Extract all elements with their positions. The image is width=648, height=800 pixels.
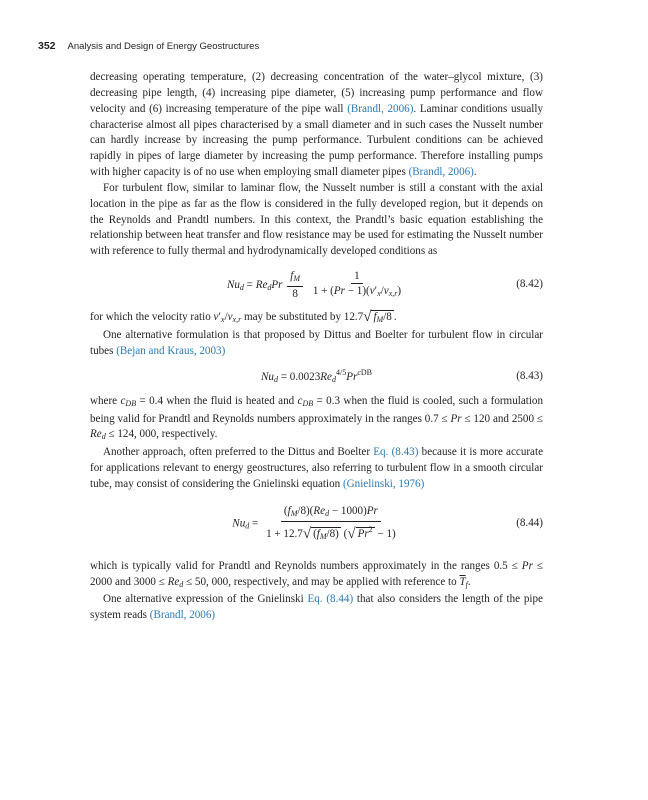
citation-brandl-2006[interactable]: (Brandl, 2006) <box>347 102 414 115</box>
equation-body: $Nu_d$ = $\frac{(f_M/8)(Re_d - 1000)Pr}{1 + 12.7√ (f_M/8) (√ Pr^2 - 1)}$ <box>232 504 396 542</box>
citation-brandl-2006[interactable]: (Brandl, 2006) <box>149 609 216 622</box>
text-run: One alternative expression of the Gnielinski <box>103 593 308 606</box>
paragraph-8 <box>90 592 543 624</box>
paragraph-7: which is typically valid for Prandtl and Reynolds numbers approximately in the ranges 0.5 ≤ Pr ≤ 2000 and $3000 \le Re_d \le 50$, 000, respectively, and may be applied with reference to $\overline{T}_f$. <box>90 559 543 589</box>
text-run: = 0.4 when the fluid is heated and <box>139 394 298 407</box>
text-run: that also considers the length of the pipe system reads <box>90 593 543 622</box>
equation-number: (8.43) <box>516 369 543 382</box>
text-run: . <box>473 166 477 179</box>
equation-8-43 <box>90 360 543 394</box>
paragraph-2: For turbulent flow, similar to laminar flow, the Nusselt number is still a constant with the axial location in the pipe as far as the flow is considered in the fully developed region, but it depends on the Reynolds and Prandtl numbers. In this context, the Prandtl’s basic equation establishing the relationship between heat transfer and flow resistance may be used for estimating the Nusselt number with reference to fully thermal and hydrodynamically developed conditions as <box>90 181 543 258</box>
equation-8-44 <box>90 493 543 555</box>
paragraph-4 <box>90 328 543 360</box>
page-body <box>90 70 543 624</box>
paragraph-6 <box>90 445 543 493</box>
page-number: 352 <box>38 40 56 52</box>
text-run: decreasing operating temperature, (2) decreasing concentration of the water–glycol mixture, (3) decreasing pipe length, (4) increasing pipe diameter, (5) increasing pump performance and flow velocity and (6) increasing temperature of the pipe wall <box>90 71 543 115</box>
equation-body: $Nu_d = Re_dPr$ $\frac{f_M}{8}$ $\frac{1}{1 + (Pr - 1)(v'_x/v_{x,r})}$ <box>226 269 402 300</box>
text-run: which is typically valid for Prandtl and Reynolds numbers approximately in the ranges 0.5 ≤ <box>90 559 522 572</box>
text-run: = 0.3 when the fluid is cooled, such a formulation being valid for Prandtl and Reynolds numbers approximately in the ranges 0.7 ≤ <box>90 394 544 425</box>
citation-bejan-kraus-2003[interactable]: (Bejan and Kraus, 2003) <box>116 344 226 357</box>
running-header <box>38 40 618 54</box>
equation-reference[interactable]: Eq. (8.44) <box>307 593 354 606</box>
equation-reference[interactable]: Eq. (8.43) <box>373 446 419 459</box>
text-run: for which the velocity ratio <box>90 311 214 324</box>
citation-brandl-2006[interactable]: (Brandl, 2006) <box>408 166 474 179</box>
equation-8-42 <box>90 263 543 307</box>
citation-gnielinski-1976[interactable]: (Gnielinski, 1976) <box>342 477 425 490</box>
text-run: Another approach, often preferred to the Dittus and Boelter <box>103 446 374 459</box>
text-run: ≤ 2000 and 3000 ≤ <box>90 559 543 588</box>
text-run: ≤ 120 and 2500 ≤ <box>464 412 543 425</box>
text-run: may be substituted by 12.7 <box>243 311 364 324</box>
running-title: Analysis and Design of Energy Geostructures <box>67 41 260 52</box>
text-run: ≤ 124, 000, respectively. <box>108 428 218 441</box>
text-run: One alternative formulation is that proposed by Dittus and Boelter for turbulent flow in circular tubes <box>90 328 543 357</box>
equation-body: $Nu_d = 0.0023Re_d^{4/5}Pr^{cDB}$ <box>261 368 372 385</box>
paragraph-3: for which the velocity ratio $v'_x/v_{x,r}$ may be substituted by 12.7√ $f_M/8$ . <box>90 309 397 326</box>
text-run: because it is more accurate for applications relevant to energy geostructures, also referring to turbulent flow in a smooth circular tube, may consist of considering the Gnielinski equation <box>90 446 543 490</box>
text-run: . Laminar conditions usually characterise almost all pipes characterised by a small diameter and in such cases the Nusselt number can hardly increase by increasing the pump performance. Turbulent conditions can be achieved rapidly in pipes of large diameter by increasing the pump performance. Therefore installing pumps with higher capacity is of no use when employing small diameter pipes <box>90 102 543 179</box>
equation-number: (8.44) <box>516 516 543 529</box>
coefficient: 0.0023 <box>289 371 321 384</box>
paragraph-5: where $c_{DB} = 0.4$ when the fluid is heated and $c_{DB} = 0.3$ when the fluid is cooled, such a formulation being valid for Prandtl and Reynolds numbers approximately in the ranges 0.7 ≤ Pr ≤ 120 and $2500 \le Re_d \le 124$, 000, respectively. <box>90 394 544 442</box>
equation-number: (8.42) <box>516 278 543 291</box>
paragraph-1 <box>90 70 543 181</box>
text-run: ≤ 50, 000, respectively, and may be applied with reference to <box>186 575 460 588</box>
